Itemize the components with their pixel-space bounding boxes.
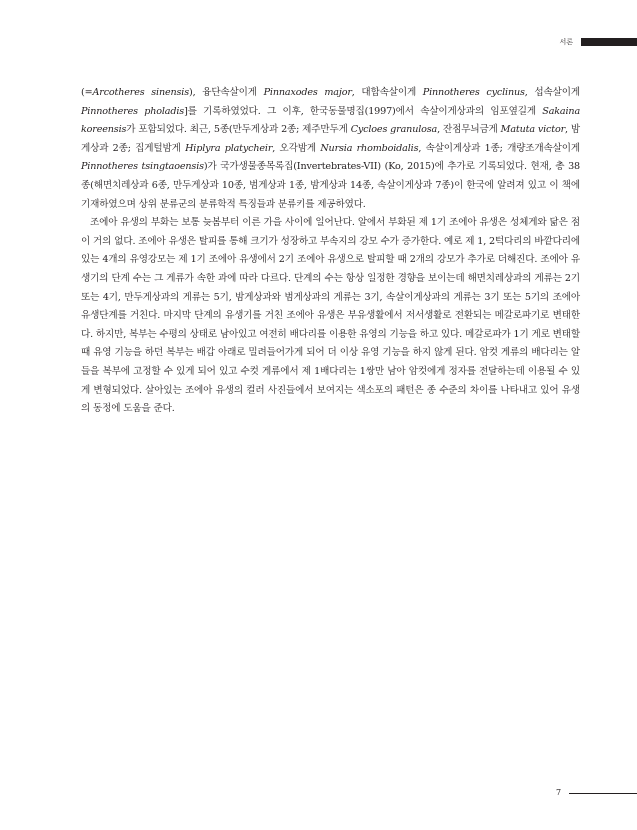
species-name: Pinnotheres tsingtaoensis (81, 161, 204, 173)
text-run: , 밤게상과 2종; 집게털밤게 (81, 124, 580, 154)
body-text (81, 84, 580, 419)
text-run: )가 국가생물종목록집(Invertebrates-VII) (Ko, 2015)에 추가로 기록되었다. 현재, 총 38종(해면치레상과 6종, 만두게상과 10종, 범게상과 1종, 밤게상과 14종, 속살이게상과 7종)이 한국에 알려져 있고 이 책에 기재하였으며 상위 분류군의 분류학적 특징들과 분류키를 제공하였다. (81, 161, 580, 210)
running-header (559, 36, 637, 48)
text-run: , 잔점무늬금게 (437, 124, 501, 136)
header-bar (581, 38, 637, 46)
species-name: Sakaina koreensis (81, 105, 581, 136)
text-run: , 섭속살이게 (524, 87, 580, 98)
paragraph-1 (81, 84, 580, 214)
paragraph-2 (81, 214, 580, 419)
text-run: (= (81, 87, 93, 98)
text-run: 조에아 유생의 부화는 보통 늦봄부터 이른 가을 사이에 일어난다. 알에서 부화된 제 1기 조에아 유생은 성체게와 닮은 점이 거의 없다. 조에아 유생은 탈피를 통해 크기가 성장하고 부속지의 강모 수가 증가한다. 예로 제 1, 2턱다리의 바깥다리에 있는 4개의 유영강모는 제 1기 조에아 유생에서 2기 조에아 유생으로 탈피할 때 2개의 강모가 추가로 더해진다. 조에아 유생기의 단계 수는 그 게류가 속한 과에 따라 다르다. 단계의 수는 항상 일정한 경향을 보이는데 해면치레상과의 게류는 2기 또는 4기, 만두게상과의 게류는 5기, 밤게상과와 범게상과의 게류는 3기, 속살이게상과의 게류는 3기 또는 5기의 조에아 유생단계를 거친다. 마지막 단계의 유생기를 거친 조에아 유생은 부유생활에서 저서생활로 전환되는 메갈로파기로 변태한다. 하지만, 복부는 수평의 상태로 남아있고 여전히 배다리를 이용한 유영의 기능을 하고 있다. 메갈로파가 1기 게로 변태할 때 유영 기능을 하던 복부는 배갑 아래로 밀려들어가게 되어 더 이상 유영 기능을 하지 않게 된다. 암컷 게류의 배다리는 알들을 복부에 고정할 수 있게 되어 있고 수컷 게류에서 제 1배다리는 1쌍만 남아 암컷에게 정자를 전달하는데 이용될 수 있게 변형되었다. 살아있는 조에아 유생의 컬러 사진들에서 보여지는 색소포의 패턴은 종 수준의 차이를 나타내고 있어 유생의 동정에 도움을 준다. (81, 217, 580, 415)
text-run: , 대합속살이게 (351, 87, 423, 98)
species-name: Nursia rhomboidalis (320, 142, 419, 154)
page-number: 7 (556, 788, 562, 797)
species-name: Pinnotheres pholadis (81, 105, 185, 117)
species-name: Hiplyra platycheir (185, 142, 273, 154)
species-name: Cycloes granulosa (350, 124, 438, 136)
text-run: ]를 기록하였었다. 그 이후, 한국동물명집(1997)에서 속살이게상과의 임포옆길게 (184, 105, 543, 117)
footer-rule (569, 793, 637, 794)
species-name: Pinnaxodes major (263, 87, 352, 98)
species-name: Matuta victor (500, 124, 566, 136)
page-footer (556, 788, 637, 798)
species-name: Arcotheres sinensis (92, 87, 189, 98)
text-run: ), 융단속살이게 (189, 87, 264, 98)
text-run: , 속살이게상과 1종; 개량조개속살이게 (418, 142, 581, 154)
species-name: Pinnotheres cyclinus (422, 87, 525, 98)
section-title: 서론 (559, 38, 573, 46)
text-run: 가 포함되었다. 최근, 5종(만두게상과 2종; 제주만두게 (126, 124, 351, 136)
text-run: , 오각밤게 (272, 142, 321, 154)
